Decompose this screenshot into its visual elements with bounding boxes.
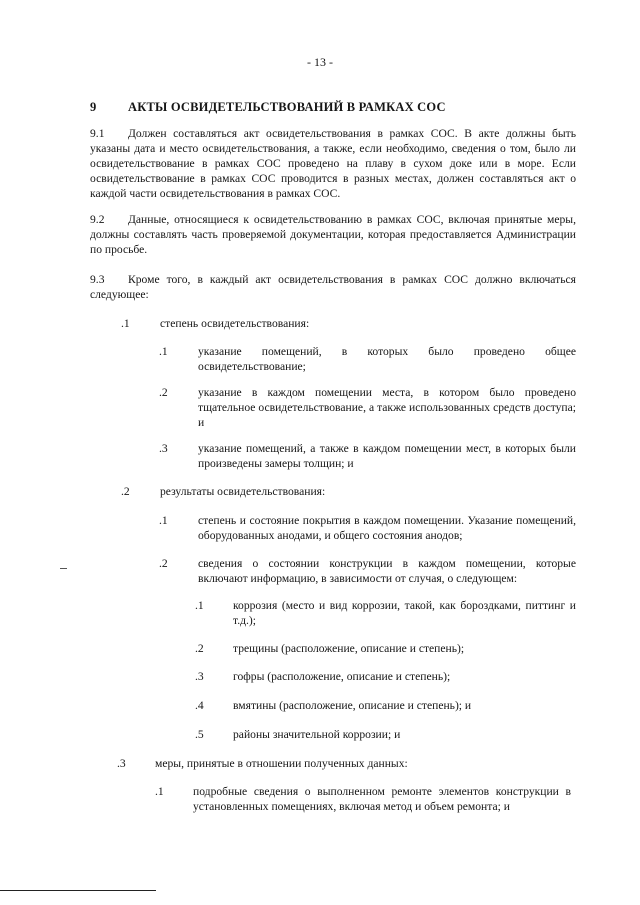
section-number: 9: [90, 100, 97, 114]
sublist-item-text: сведения о состоянии конструкции в каждом помещении, которые включают информацию, в зависимости от случая, о следующем:: [198, 557, 576, 585]
paragraph-number: 9.3: [90, 273, 105, 286]
paragraph-number: 9.1: [90, 127, 105, 140]
paragraph-9-1: [90, 126, 576, 201]
subsublist-marker: .1: [195, 599, 204, 612]
footer-rule: [0, 890, 156, 891]
subsublist-item-text: коррозия (место и вид коррозии, такой, как бороздками, питтинг и т.д.);: [233, 599, 576, 627]
page-number: - 13 -: [307, 55, 333, 69]
paragraph-number: 9.2: [90, 213, 105, 226]
list-item-text: меры, принятые в отношении полученных данных:: [155, 757, 408, 770]
subsublist-marker: .5: [195, 728, 204, 741]
paragraph-9-2: [90, 212, 576, 257]
subsublist-item-text: районы значительной коррозии; и: [233, 728, 401, 741]
subsublist-marker: .4: [195, 699, 204, 712]
sublist-marker: .1: [159, 345, 168, 358]
sublist-item-text: подробные сведения о выполненном ремонте элементов конструкции в установленных помещениях, включая метод и объем ремонта; и: [193, 785, 571, 813]
section-title: АКТЫ ОСВИДЕТЕЛЬСТВОВАНИЙ В РАМКАХ СОС: [128, 100, 446, 114]
paragraph-text: Должен составляться акт освидетельствования в рамках СОС. В акте должны быть указаны дата и место освидетельствования, а также, если необходимо, сведения о том, было ли освидетельствование в рамках СОС проведено на плаву в сухом доке или в море. Если освидетельствование в рамках СОС проводится в разных местах, должен составляться акт о каждой части освидетельствования в рамках СОС.: [90, 127, 576, 200]
sublist-marker: .2: [159, 386, 168, 399]
subsublist-marker: .2: [195, 642, 204, 655]
sublist-item-text: указание в каждом помещении места, в котором было проведено тщательное освидетельствование, а также использованных средств доступа; и: [198, 386, 576, 429]
sublist-item-text: указание помещений, в которых было проведено общее освидетельствование;: [198, 345, 576, 373]
sublist-marker: .1: [155, 785, 164, 798]
subsublist-item-text: вмятины (расположение, описание и степень); и: [233, 699, 472, 712]
list-item-text: степень освидетельствования:: [160, 317, 310, 330]
margin-mark: [60, 568, 67, 569]
subsublist-item-text: трещины (расположение, описание и степень);: [233, 642, 465, 655]
sublist-marker: .1: [159, 514, 168, 527]
paragraph-9-3: [90, 272, 576, 302]
sublist-marker: .3: [159, 442, 168, 455]
paragraph-text: Кроме того, в каждый акт освидетельствования в рамках СОС должно включаться следующее:: [90, 273, 576, 301]
list-marker: .3: [117, 757, 126, 770]
sublist-item-text: указание помещений, а также в каждом помещении мест, в которых были произведены замеры толщин; и: [198, 442, 576, 470]
subsublist-marker: .3: [195, 670, 204, 683]
subsublist-item-text: гофры (расположение, описание и степень);: [233, 670, 451, 683]
list-marker: .1: [121, 317, 130, 330]
list-item-text: результаты освидетельствования:: [160, 485, 326, 498]
sublist-marker: .2: [159, 557, 168, 570]
paragraph-text: Данные, относящиеся к освидетельствованию в рамках СОС, включая принятые меры, должны составлять часть проверяемой документации, которая предоставляется Администрации по просьбе.: [90, 213, 576, 256]
sublist-item-text: степень и состояние покрытия в каждом помещении. Указание помещений, оборудованных анодами, и общего состояния анодов;: [198, 514, 576, 542]
list-marker: .2: [121, 485, 130, 498]
